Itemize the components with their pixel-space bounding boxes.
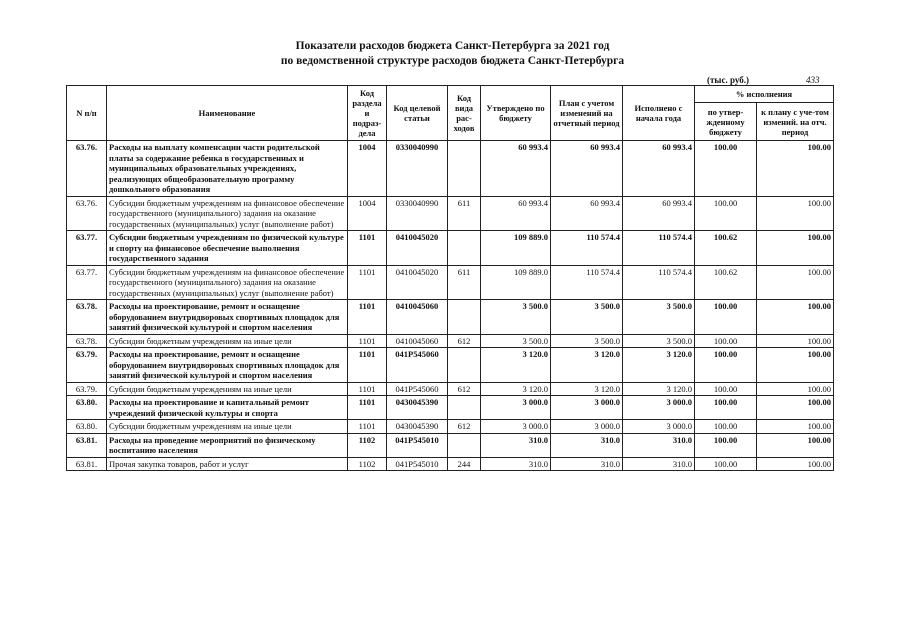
table-row — [67, 457, 834, 471]
col-header-num: N п/п — [67, 86, 107, 141]
cell-name: Расходы на проектирование, ремонт и оснащение оборудованием внутридворовых спортивных площадок для занятий физической культурой и спортом населения — [107, 300, 348, 335]
col-header-pct-plan: к плану с уче-том измений. на отч. период — [757, 103, 834, 141]
cell-executed: 310.0 — [623, 457, 695, 471]
cell-kind-code — [448, 231, 481, 266]
table-row — [67, 420, 834, 434]
cell-plan: 310.0 — [551, 433, 623, 457]
cell-pct-plan: 100.00 — [757, 457, 834, 471]
cell-kind-code — [448, 396, 481, 420]
cell-executed: 60 993.4 — [623, 141, 695, 197]
cell-plan: 310.0 — [551, 457, 623, 471]
cell-approved: 310.0 — [481, 433, 551, 457]
page-number: 433 — [806, 75, 820, 85]
cell-pct-plan: 100.00 — [757, 265, 834, 300]
cell-target-code: 0430045390 — [387, 396, 448, 420]
cell-pct-plan: 100.00 — [757, 196, 834, 231]
cell-target-code: 041P545060 — [387, 382, 448, 396]
cell-name: Прочая закупка товаров, работ и услуг — [107, 457, 348, 471]
cell-plan: 60 993.4 — [551, 141, 623, 197]
cell-kind-code: 612 — [448, 382, 481, 396]
cell-section-code: 1004 — [348, 141, 387, 197]
cell-kind-code: 611 — [448, 196, 481, 231]
table-row — [67, 141, 834, 197]
cell-pct-approved: 100.00 — [695, 334, 757, 348]
cell-plan: 110 574.4 — [551, 265, 623, 300]
cell-name: Расходы на выплату компенсации части родительской платы за содержание ребенка в государственных и муниципальных образовательных учреждениях, реализующих общеобразовательную программу дошкольного образования — [107, 141, 348, 197]
cell-pct-plan: 100.00 — [757, 348, 834, 383]
cell-name: Субсидии бюджетным учреждениям на финансовое обеспечение государственного (муниципального) задания на оказание государственных (муниципальных) услуг (выполнение работ) — [107, 196, 348, 231]
cell-approved: 3 120.0 — [481, 382, 551, 396]
cell-pct-plan: 100.00 — [757, 231, 834, 266]
cell-executed: 310.0 — [623, 433, 695, 457]
col-header-target: Код целевой статьи — [387, 86, 448, 141]
cell-num: 63.78. — [67, 334, 107, 348]
cell-pct-approved: 100.00 — [695, 348, 757, 383]
cell-executed: 3 000.0 — [623, 420, 695, 434]
cell-plan: 3 000.0 — [551, 420, 623, 434]
cell-target-code: 041P545010 — [387, 433, 448, 457]
cell-num: 63.76. — [67, 141, 107, 197]
table-row — [67, 231, 834, 266]
cell-approved: 109 889.0 — [481, 265, 551, 300]
cell-section-code: 1101 — [348, 231, 387, 266]
cell-plan: 3 120.0 — [551, 348, 623, 383]
cell-section-code: 1102 — [348, 457, 387, 471]
cell-kind-code: 244 — [448, 457, 481, 471]
cell-num: 63.76. — [67, 196, 107, 231]
table-row — [67, 348, 834, 383]
cell-plan: 60 993.4 — [551, 196, 623, 231]
cell-pct-plan: 100.00 — [757, 300, 834, 335]
table-row — [67, 300, 834, 335]
cell-kind-code — [448, 433, 481, 457]
cell-approved: 3 120.0 — [481, 348, 551, 383]
cell-name: Субсидии бюджетным учреждениям на финансовое обеспечение государственного (муниципального) задания на оказание государственных (муниципальных) услуг (выполнение работ) — [107, 265, 348, 300]
cell-section-code: 1101 — [348, 396, 387, 420]
col-header-kind: Код вида рас-ходов — [448, 86, 481, 141]
cell-section-code: 1101 — [348, 348, 387, 383]
cell-num: 63.77. — [67, 265, 107, 300]
cell-target-code: 0410045060 — [387, 334, 448, 348]
cell-section-code: 1004 — [348, 196, 387, 231]
cell-approved: 3 500.0 — [481, 300, 551, 335]
cell-pct-approved: 100.00 — [695, 396, 757, 420]
cell-num: 63.80. — [67, 420, 107, 434]
cell-pct-approved: 100.00 — [695, 457, 757, 471]
cell-pct-plan: 100.00 — [757, 334, 834, 348]
cell-kind-code: 611 — [448, 265, 481, 300]
col-header-executed: Исполнено с начала года — [623, 86, 695, 141]
cell-target-code: 0410045020 — [387, 231, 448, 266]
cell-plan: 3 500.0 — [551, 334, 623, 348]
table-row — [67, 265, 834, 300]
report-subtitle: по ведомственной структуре расходов бюджета Санкт-Петербурга — [280, 55, 625, 67]
cell-pct-plan: 100.00 — [757, 433, 834, 457]
cell-target-code: 0330040990 — [387, 141, 448, 197]
cell-kind-code — [448, 300, 481, 335]
cell-section-code: 1101 — [348, 420, 387, 434]
cell-pct-approved: 100.00 — [695, 420, 757, 434]
cell-plan: 3 000.0 — [551, 396, 623, 420]
cell-target-code: 0430045390 — [387, 420, 448, 434]
cell-pct-plan: 100.00 — [757, 141, 834, 197]
cell-pct-approved: 100.62 — [695, 265, 757, 300]
cell-num: 63.78. — [67, 300, 107, 335]
table-row — [67, 433, 834, 457]
cell-target-code: 041P545010 — [387, 457, 448, 471]
cell-section-code: 1101 — [348, 265, 387, 300]
cell-plan: 3 500.0 — [551, 300, 623, 335]
cell-executed: 60 993.4 — [623, 196, 695, 231]
cell-name: Расходы на проведение мероприятий по физическому воспитанию населения — [107, 433, 348, 457]
cell-executed: 110 574.4 — [623, 265, 695, 300]
cell-pct-approved: 100.00 — [695, 300, 757, 335]
report-title: Показатели расходов бюджета Санкт-Петербурга за 2021 год — [295, 40, 610, 52]
cell-pct-plan: 100.00 — [757, 396, 834, 420]
cell-num: 63.77. — [67, 231, 107, 266]
table-row — [67, 396, 834, 420]
cell-kind-code: 612 — [448, 334, 481, 348]
cell-pct-approved: 100.00 — [695, 382, 757, 396]
cell-name: Субсидии бюджетным учреждениям на иные цели — [107, 382, 348, 396]
cell-name: Расходы на проектирование, ремонт и оснащение оборудованием внутридворовых спортивных площадок для занятий физической культурой и спортом населения — [107, 348, 348, 383]
cell-approved: 109 889.0 — [481, 231, 551, 266]
cell-num: 63.80. — [67, 396, 107, 420]
cell-approved: 310.0 — [481, 457, 551, 471]
cell-executed: 3 120.0 — [623, 382, 695, 396]
cell-name: Субсидии бюджетным учреждениям по физической культуре и спорту на финансовое обеспечение выполнения государственного задания — [107, 231, 348, 266]
cell-num: 63.81. — [67, 433, 107, 457]
col-header-name: Наименование — [107, 86, 348, 141]
cell-num: 63.81. — [67, 457, 107, 471]
budget-table — [66, 85, 834, 471]
col-header-plan: План с учетом изменений на отчетный период — [551, 86, 623, 141]
cell-executed: 110 574.4 — [623, 231, 695, 266]
cell-num: 63.79. — [67, 382, 107, 396]
cell-executed: 3 500.0 — [623, 334, 695, 348]
cell-target-code: 0410045020 — [387, 265, 448, 300]
cell-pct-approved: 100.00 — [695, 196, 757, 231]
cell-approved: 3 000.0 — [481, 396, 551, 420]
cell-approved: 3 000.0 — [481, 420, 551, 434]
cell-plan: 3 120.0 — [551, 382, 623, 396]
cell-executed: 3 500.0 — [623, 300, 695, 335]
cell-executed: 3 000.0 — [623, 396, 695, 420]
cell-target-code: 0330040990 — [387, 196, 448, 231]
cell-executed: 3 120.0 — [623, 348, 695, 383]
cell-section-code: 1101 — [348, 334, 387, 348]
cell-kind-code: 612 — [448, 420, 481, 434]
cell-name: Субсидии бюджетным учреждениям на иные цели — [107, 420, 348, 434]
cell-pct-approved: 100.00 — [695, 141, 757, 197]
cell-kind-code — [448, 348, 481, 383]
cell-approved: 3 500.0 — [481, 334, 551, 348]
col-header-percent-group: % исполнения — [695, 86, 834, 103]
cell-kind-code — [448, 141, 481, 197]
cell-section-code: 1102 — [348, 433, 387, 457]
cell-pct-approved: 100.00 — [695, 433, 757, 457]
cell-section-code: 1101 — [348, 382, 387, 396]
cell-target-code: 0410045060 — [387, 300, 448, 335]
cell-target-code: 041P545060 — [387, 348, 448, 383]
col-header-approved: Утверждено по бюджету — [481, 86, 551, 141]
cell-num: 63.79. — [67, 348, 107, 383]
cell-pct-plan: 100.00 — [757, 382, 834, 396]
units-label: (тыс. руб.) — [707, 75, 749, 85]
table-row — [67, 382, 834, 396]
cell-section-code: 1101 — [348, 300, 387, 335]
col-header-section: Код раздела и подраз-дела — [348, 86, 387, 141]
cell-plan: 110 574.4 — [551, 231, 623, 266]
cell-pct-approved: 100.62 — [695, 231, 757, 266]
cell-approved: 60 993.4 — [481, 196, 551, 231]
table-body — [67, 141, 834, 471]
col-header-pct-approved: по утвер-жденному бюджету — [695, 103, 757, 141]
table-row — [67, 334, 834, 348]
cell-name: Субсидии бюджетным учреждениям на иные цели — [107, 334, 348, 348]
cell-name: Расходы на проектирование и капитальный ремонт учреждений физической культуры и спорта — [107, 396, 348, 420]
cell-approved: 60 993.4 — [481, 141, 551, 197]
table-row — [67, 196, 834, 231]
cell-pct-plan: 100.00 — [757, 420, 834, 434]
